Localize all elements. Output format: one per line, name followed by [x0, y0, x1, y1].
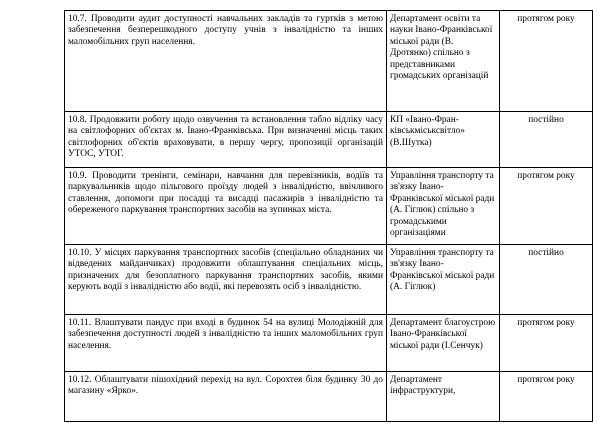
table-row — [65, 168, 593, 245]
task-cell: 10.7. Проводити аудит доступності навчальних закладів та гуртків з метою забезпечення безперешкодного доступу учнів з інвалідністю та інших маломобільних груп населення. — [65, 11, 387, 112]
table-row — [65, 372, 593, 422]
responsible-cell: Департамент інфраструктури, — [387, 372, 500, 422]
term-cell: протягом року — [500, 372, 593, 422]
responsible-cell: КП «Івано-Фран-ківськміськсвітло» (В.Шутка) — [387, 112, 500, 168]
responsible-cell: Управління транспорту та зв'язку Івано-Франківської міської ради (А. Гіглюк) спільно з громадськими організаціями — [387, 168, 500, 245]
responsible-cell: Департамент освіти та науки Івано-Франківської міської ради (В. Дротянко) спільно з представниками громадських організацій — [387, 11, 500, 112]
task-cell: 10.10. У місцях паркування транспортних засобів (спеціально обладнаних чи відведених майданчиках) продовжити облаштування спеціальних місць, призначених для безоплатного паркування транспортних засобів, якими керують водії з інвалідністю або водії, які перевозять осіб з інвалідністю. — [65, 245, 387, 315]
term-cell: протягом року — [500, 315, 593, 372]
table-row — [65, 315, 593, 372]
table-row — [65, 112, 593, 168]
task-cell: 10.11. Влаштувати пандус при вході в будинок 54 на вулиці Молодіжній для забезпечення доступності людей з інвалідністю та інших маломобільних груп населення. — [65, 315, 387, 372]
term-cell: постійно — [500, 245, 593, 315]
table-row — [65, 245, 593, 315]
task-cell: 10.8. Продовжити роботу щодо озвучення та встановлення табло відліку часу на світлофорних об'єктах м. Івано-Франківська. При визначенні місць таких світлофорних об'єктів враховувати, в першу чергу, пропозиції організацій УТОС, УТОГ. — [65, 112, 387, 168]
task-cell: 10.9. Проводити тренінги, семінари, навчання для перевізників, водіїв та паркувальників щодо пільгового проїзду людей з інвалідністю, ввічливого ставлення, допомоги при посадці та висадці пасажирів з інвалідністю та обереженого паркування транспортних засобів на зупинках міста. — [65, 168, 387, 245]
action-plan-table — [64, 10, 593, 422]
term-cell: протягом року — [500, 168, 593, 245]
responsible-cell: Департамент благоустрою Івано-Франківської міської ради (І.Сенчук) — [387, 315, 500, 372]
table-row — [65, 11, 593, 112]
term-cell: постійно — [500, 112, 593, 168]
task-cell: 10.12. Облаштувати пішохідний перехід на вул. Сорохтея біля будинку 30 до магазину «Ярко». — [65, 372, 387, 422]
responsible-cell: Управління транспорту та зв'язку Івано-Франківської міської ради (А. Гіглюк) — [387, 245, 500, 315]
term-cell: протягом року — [500, 11, 593, 112]
